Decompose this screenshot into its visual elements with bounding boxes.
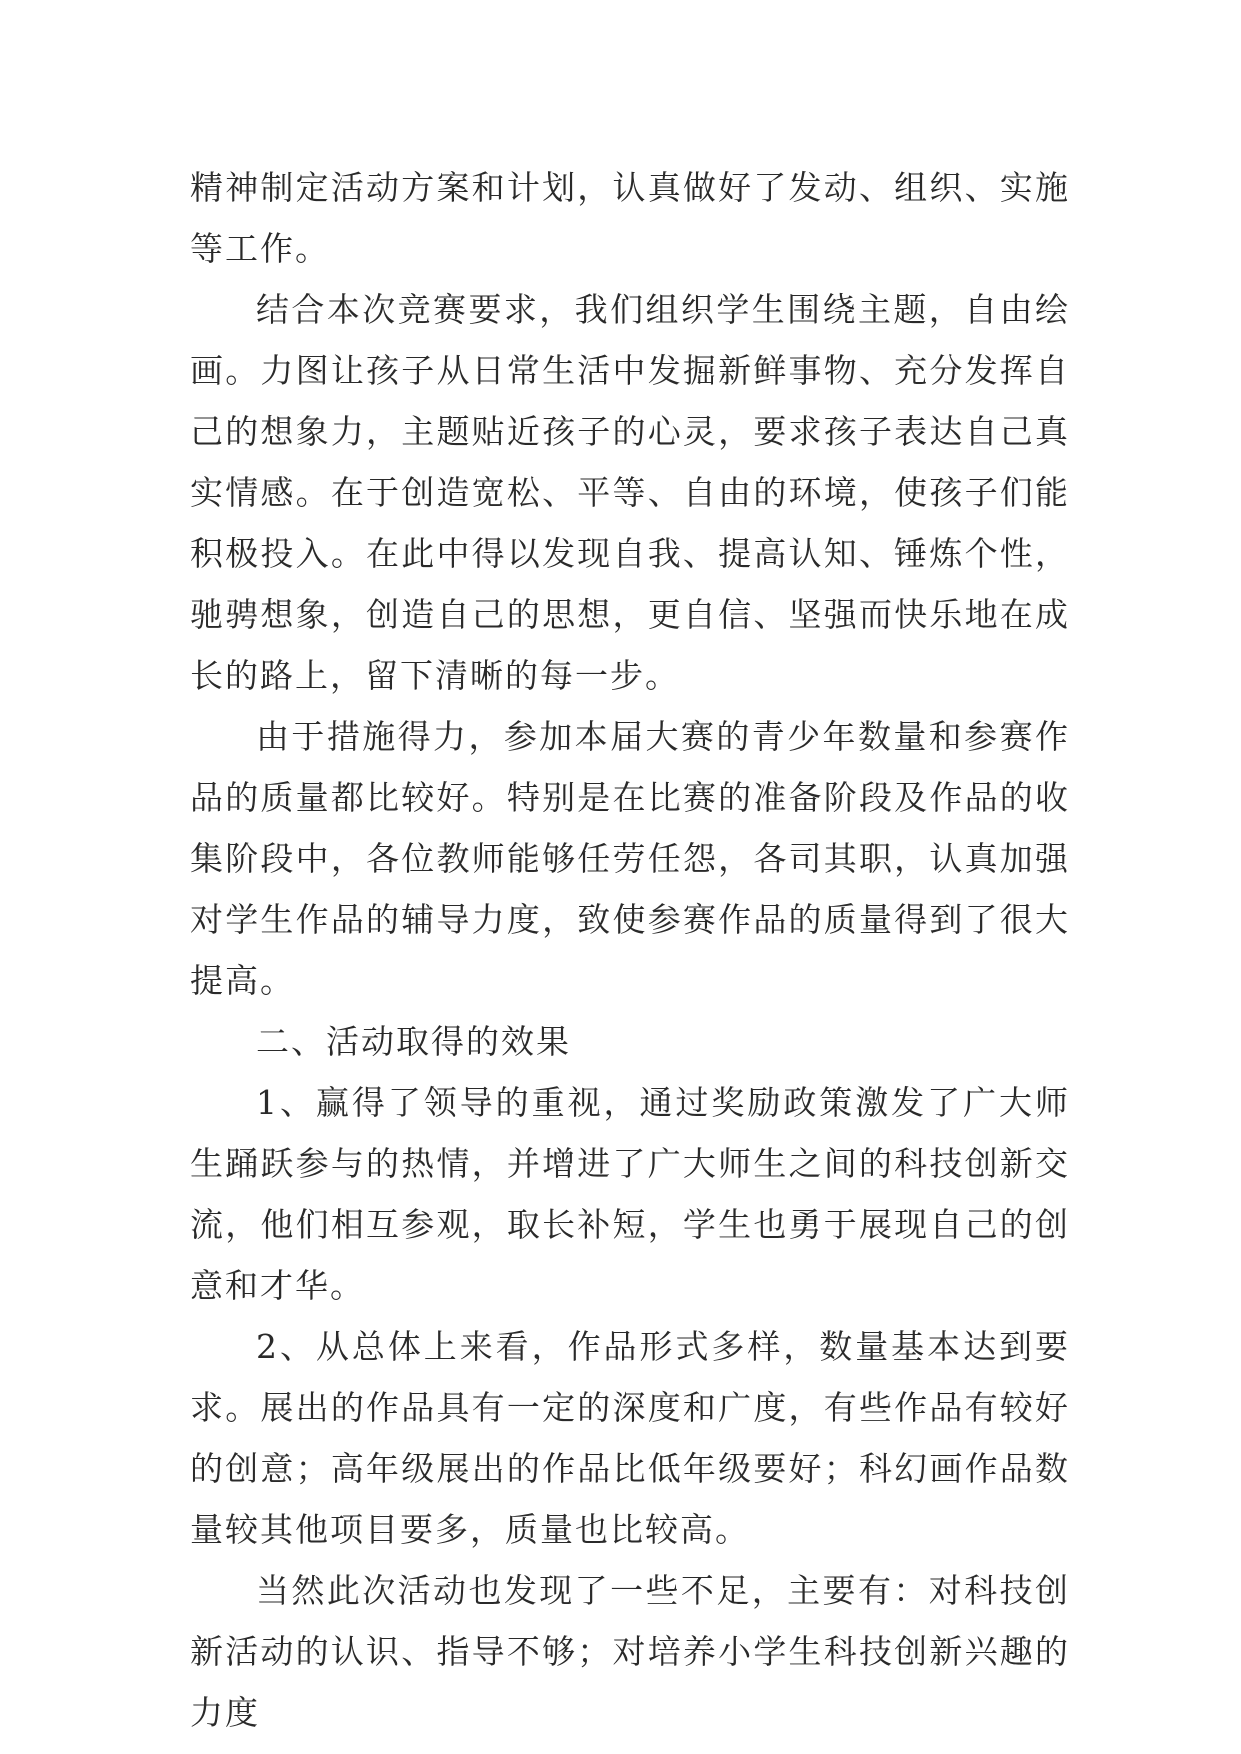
- paragraph-6: 当然此次活动也发现了一些不足，主要有：对科技创新活动的认识、指导不够；对培养小学生科技创新兴趣的力度: [190, 1571, 1070, 1732]
- paragraph-4: 1、赢得了领导的重视，通过奖励政策激发了广大师生踊跃参与的热情，并增进了广大师生之间的科技创新交流，他们相互参观，取长补短，学生也勇于展现自己的创意和才华。: [190, 1083, 1070, 1305]
- paragraph-5: 2、从总体上来看，作品形式多样，数量基本达到要求。展出的作品具有一定的深度和广度，有些作品有较好的创意；高年级展出的作品比低年级要好；科幻画作品数量较其他项目要多，质量也比较高。: [190, 1327, 1070, 1549]
- paragraph-2: 结合本次竞赛要求，我们组织学生围绕主题，自由绘画。力图让孩子从日常生活中发掘新鲜事物、充分发挥自己的想象力，主题贴近孩子的心灵，要求孩子表达自己真实情感。在于创造宽松、平等、自由的环境，使孩子们能积极投入。在此中得以发现自我、提高认知、锤炼个性，驰骋想象，创造自己的思想，更自信、坚强而快乐地在成长的路上，留下清晰的每一步。: [190, 290, 1070, 695]
- paragraph-1: 精神制定活动方案和计划，认真做好了发动、组织、实施等工作。: [190, 168, 1070, 268]
- paragraph-3: 由于措施得力，参加本届大赛的青少年数量和参赛作品的质量都比较好。特别是在比赛的准备阶段及作品的收集阶段中，各位教师能够任劳任怨，各司其职，认真加强对学生作品的辅导力度，致使参赛作品的质量得到了很大提高。: [190, 717, 1070, 1000]
- section-heading: 二、活动取得的效果: [256, 1022, 571, 1061]
- document-body: [190, 157, 1070, 1743]
